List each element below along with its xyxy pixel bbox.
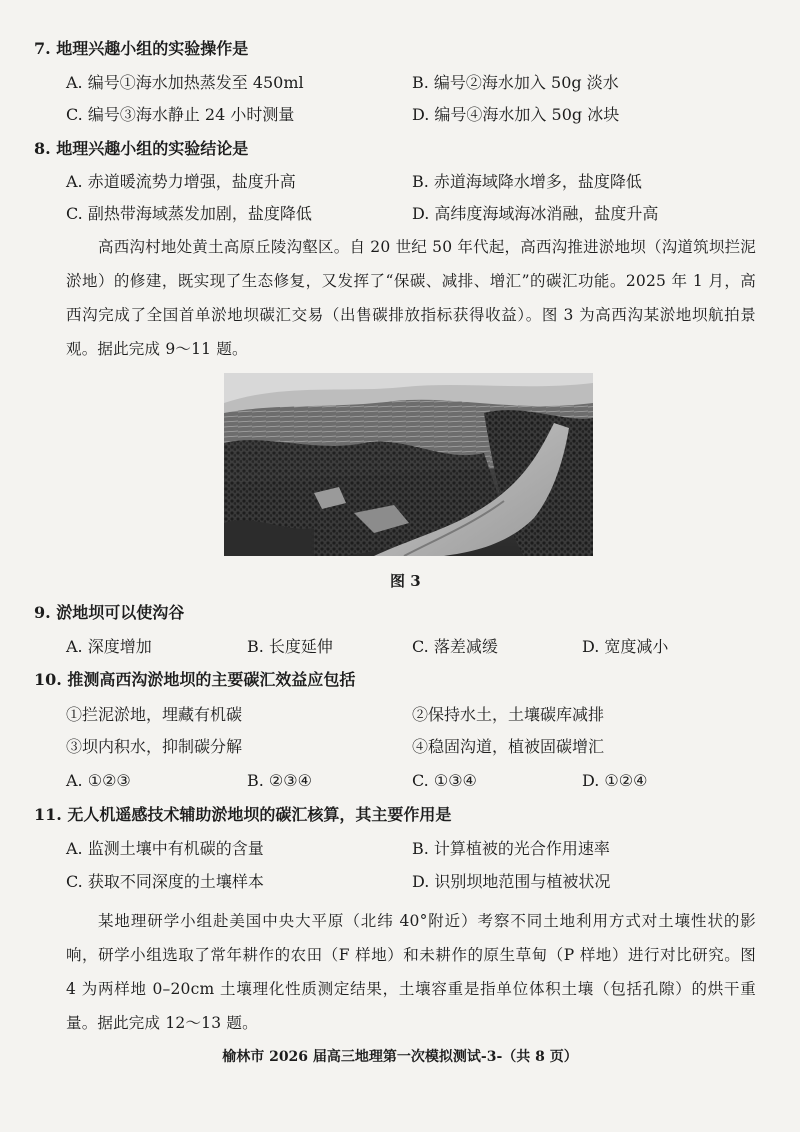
q10-item-4: ④稳固沟道，植被固碳增汇 [412, 737, 605, 756]
aerial-photo-drawing [224, 373, 593, 556]
q10-item-2: ②保持水土，土壤碳库减排 [412, 705, 605, 724]
passage-great-plains: 某地理研学小组赴美国中央大平原（北纬 40°附近）考察不同土地利用方式对土壤性状的影响，研学小组选取了常年耕作的农田（F 样地）和未耕作的原生草甸（P 样地）进行对比研究。图 4 为两样地 0–20cm 土壤理化性质测定结果，土壤容重是指单位体积土壤（包括孔隙）的烘干重量。据此完成 12～13 题。 [66, 912, 756, 1032]
q7-option-a: A. 编号①海水加热蒸发至 450ml [66, 73, 304, 92]
q9-option-c: C. 落差减缓 [412, 637, 498, 656]
q8-option-b: B. 赤道海域降水增多，盐度降低 [412, 172, 642, 191]
q10-option-a: A. ①②③ [66, 771, 131, 790]
q9-option-b: B. 长度延伸 [247, 637, 333, 656]
q11-option-d: D. 识别坝地范围与植被状况 [412, 872, 611, 891]
q7-option-d: D. 编号④海水加入 50g 冰块 [412, 105, 620, 124]
q7-option-c: C. 编号③海水静止 24 小时测量 [66, 105, 295, 124]
passage-gaoxigou: 高西沟村地处黄土高原丘陵沟壑区。自 20 世纪 50 年代起，高西沟推进淤地坝（沟道筑坝拦泥淤地）的修建，既实现了生态修复，又发挥了“保碳、减排、增汇”的碳汇功能。2025 年 1 月，高西沟完成了全国首单淤地坝碳汇交易（出售碳排放指标获得收益）。图 3 为高西沟某淤地坝航拍景观。据此完成 9～11 题。 [66, 238, 756, 358]
q10-item-1: ①拦泥淤地，埋藏有机碳 [66, 705, 243, 724]
q8-stem: 8. 地理兴趣小组的实验结论是 [34, 139, 249, 158]
q11-option-c: C. 获取不同深度的土壤样本 [66, 872, 264, 891]
q11-option-a: A. 监测土壤中有机碳的含量 [66, 839, 264, 858]
q8-option-a: A. 赤道暖流势力增强，盐度升高 [66, 172, 296, 191]
q11-option-b: B. 计算植被的光合作用速率 [412, 839, 610, 858]
q8-option-d: D. 高纬度海域海冰消融，盐度升高 [412, 204, 659, 223]
q7-option-b: B. 编号②海水加入 50g 淡水 [412, 73, 619, 92]
q7-stem: 7. 地理兴趣小组的实验操作是 [34, 39, 249, 58]
q10-option-d: D. ①②④ [582, 771, 648, 790]
q10-item-3: ③坝内积水，抑制碳分解 [66, 737, 243, 756]
figure-3-caption: 图 3 [390, 572, 421, 590]
q10-option-b: B. ②③④ [247, 771, 312, 790]
q9-stem: 9. 淤地坝可以使沟谷 [34, 603, 185, 622]
q8-option-c: C. 副热带海域蒸发加剧，盐度降低 [66, 204, 312, 223]
q9-option-d: D. 宽度减小 [582, 637, 669, 656]
q10-option-c: C. ①③④ [412, 771, 477, 790]
q11-stem: 11. 无人机遥感技术辅助淤地坝的碳汇核算，其主要作用是 [34, 805, 452, 824]
page-footer: 榆林市 2026 届高三地理第一次模拟测试-3-（共 8 页） [222, 1049, 578, 1065]
q9-option-a: A. 深度增加 [66, 637, 152, 656]
figure-3-aerial-photo [224, 373, 593, 556]
q10-stem: 10. 推测高西沟淤地坝的主要碳汇效益应包括 [34, 670, 356, 689]
